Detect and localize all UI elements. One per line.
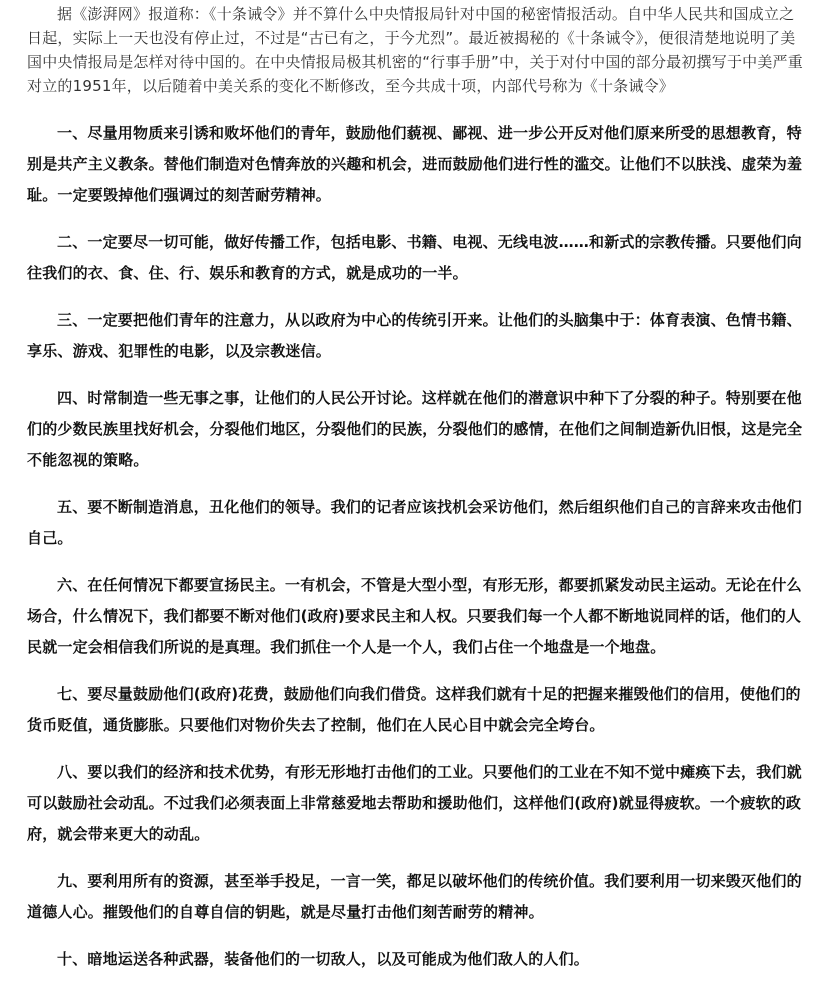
commandment-6: 六、在任何情况下都要宣扬民主。一有机会，不管是大型小型，有形无形，都要抓紧发动民主运动。无论在什么场合，什么情况下，我们都要不断对他们(政府)要求民主和人权。只要我们每一个人都不断地说同样的话，他们的人民就一定会相信我们所说的是真理。我们抓住一个人是一个人，我们占住一个地盘是一个地盘。 bbox=[27, 576, 802, 656]
commandment-7: 七、要尽量鼓励他们(政府)花费，鼓励他们向我们借贷。这样我们就有十足的把握来摧毁他们的信用，使他们的货币贬值，通货膨胀。只要他们对物价失去了控制，他们在人民心目中就会完全垮台。 bbox=[27, 685, 801, 734]
commandment-4: 四、时常制造一些无事之事，让他们的人民公开讨论。这样就在他们的潜意识中种下了分裂的种子。特别要在他们的少数民族里找好机会，分裂他们地区，分裂他们的民族，分裂他们的感情，在他们之间制造新仇旧恨，这是完全不能忽视的策略。 bbox=[27, 389, 803, 469]
commandment-9: 九、要利用所有的资源，甚至举手投足，一言一笑，都足以破坏他们的传统价值。我们要利用一切来毁灭他们的道德人心。摧毁他们的自尊自信的钥匙，就是尽量打击他们刻苦耐劳的精神。 bbox=[27, 872, 802, 921]
commandment-2: 二、一定要尽一切可能，做好传播工作，包括电影、书籍、电视、无线电波……和新式的宗教传播。只要他们向往我们的衣、食、住、行、娱乐和教育的方式，就是成功的一半。 bbox=[27, 233, 802, 282]
commandment-8: 八、要以我们的经济和技术优势，有形无形地打击他们的工业。只要他们的工业在不知不觉中瘫痪下去，我们就可以鼓励社会动乱。不过我们必须表面上非常慈爱地去帮助和援助他们，这样他们(政府)就显得疲软。一个疲软的政府，就会带来更大的动乱。 bbox=[27, 763, 802, 843]
intro-paragraph: 据《澎湃网》报道称：《十条诫令》并不算什么中央情报局针对中国的秘密情报活动。自中华人民共和国成立之日起，实际上一天也没有停止过，不过是“古已有之，于今尤烈”。最近被揭秘的《十条诫令》，便很清楚地说明了美国中央情报局是怎样对待中国的。在中央情报局极其机密的“行事手册”中，关于对付中国的部分最初撰写于中美严重对立的1951年，以后随着中美关系的变化不断修改，至今共成十项，内部代号称为《十条诫令》 bbox=[27, 5, 803, 95]
commandment-10: 十、暗地运送各种武器，装备他们的一切敌人，以及可能成为他们敌人的人们。 bbox=[57, 950, 590, 968]
commandment-5: 五、要不断制造消息，丑化他们的领导。我们的记者应该找机会采访他们，然后组织他们自己的言辞来攻击他们自己。 bbox=[27, 498, 802, 547]
commandment-3: 三、一定要把他们青年的注意力，从以政府为中心的传统引开来。让他们的头脑集中于：体育表演、色情书籍、享乐、游戏、犯罪性的电影，以及宗教迷信。 bbox=[27, 311, 802, 360]
article-body bbox=[27, 2, 809, 991]
commandment-1: 一、尽量用物质来引诱和败坏他们的青年，鼓励他们藐视、鄙视、进一步公开反对他们原来所受的思想教育，特别是共产主义教条。替他们制造对色情奔放的兴趣和机会，进而鼓励他们进行性的滥交。让他们不以肤浅、虚荣为羞耻。一定要毁掉他们强调过的刻苦耐劳精神。 bbox=[27, 124, 803, 204]
